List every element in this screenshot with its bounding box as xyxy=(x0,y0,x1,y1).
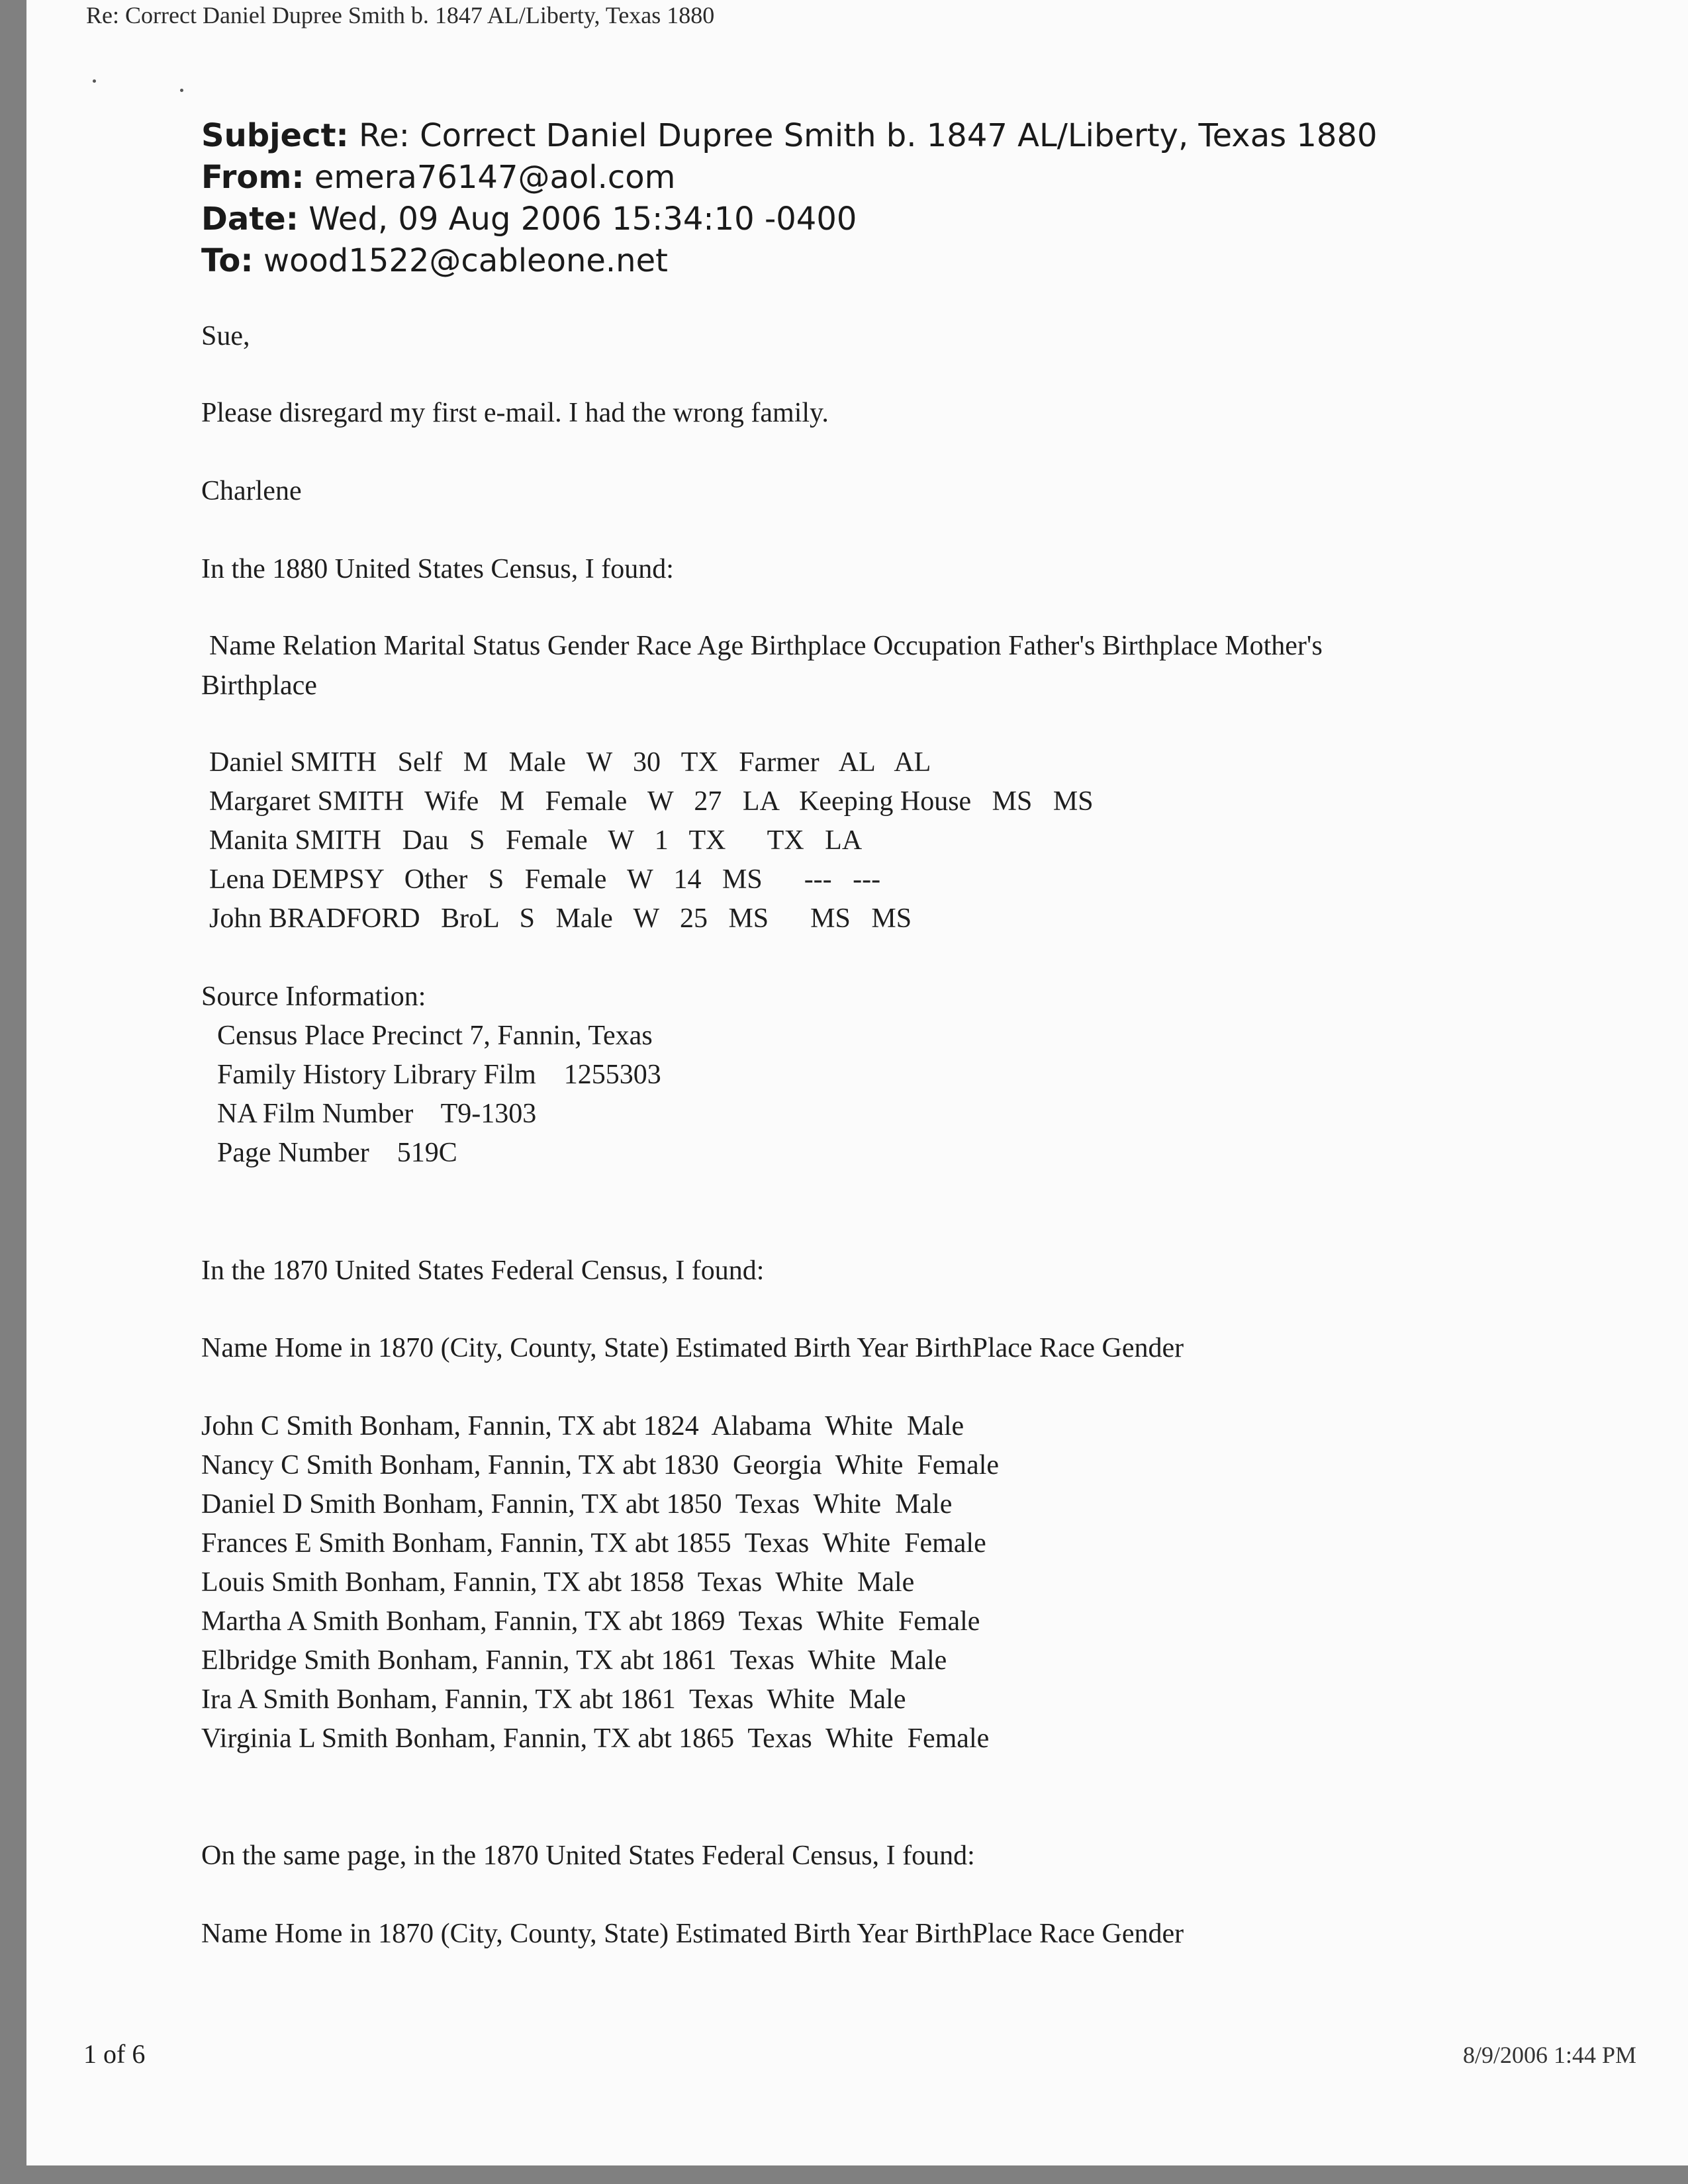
signature: Charlene xyxy=(201,476,302,506)
date-line xyxy=(201,199,1378,240)
census-1870-row: Martha A Smith Bonham, Fannin, TX abt 1869 Texas White Female xyxy=(201,1606,980,1637)
printed-page xyxy=(26,0,1688,2165)
scan-speck xyxy=(180,89,183,92)
running-header: Re: Correct Daniel Dupree Smith b. 1847 AL/Liberty, Texas 1880 xyxy=(86,2,715,28)
email-header xyxy=(201,115,1378,282)
census-1870-row: Daniel D Smith Bonham, Fannin, TX abt 1850 Texas White Male xyxy=(201,1489,953,1520)
census-1880-intro: In the 1880 United States Census, I found: xyxy=(201,554,674,584)
print-timestamp: 8/9/2006 1:44 PM xyxy=(1463,2042,1637,2068)
subject-line xyxy=(201,115,1378,157)
census-1880-row: Manita SMITH Dau S Female W 1 TX TX LA xyxy=(209,825,863,856)
census-1880-row: Lena DEMPSY Other S Female W 14 MS --- --- xyxy=(209,864,881,895)
census-1880-row: Margaret SMITH Wife M Female W 27 LA Keeping House MS MS xyxy=(209,786,1094,817)
page-number: 1 of 6 xyxy=(83,2039,146,2069)
census-1880-row: John BRADFORD BroL S Male W 25 MS MS MS xyxy=(209,903,912,934)
census-1880-row: Daniel SMITH Self M Male W 30 TX Farmer AL AL xyxy=(209,747,931,778)
census-1870-intro: In the 1870 United States Federal Census, I found: xyxy=(201,1255,765,1286)
from-line xyxy=(201,157,1378,199)
scan-speck xyxy=(93,79,96,83)
source-line: Census Place Precinct 7, Fannin, Texas xyxy=(217,1021,653,1051)
message: Please disregard my first e-mail. I had the wrong family. xyxy=(201,398,829,428)
census-1880-header: Name Relation Marital Status Gender Race Age Birthplace Occupation Father's Birthplace Mother's xyxy=(209,631,1323,661)
census-1880-header-cont: Birthplace xyxy=(201,670,317,701)
source-label: Source Information: xyxy=(201,981,426,1012)
to-label: To: xyxy=(201,242,254,279)
census-1870-row: Ira A Smith Bonham, Fannin, TX abt 1861 Texas White Male xyxy=(201,1684,906,1715)
greeting: Sue, xyxy=(201,321,250,351)
subject-value: Re: Correct Daniel Dupree Smith b. 1847 AL/Liberty, Texas 1880 xyxy=(358,117,1378,154)
subject-label: Subject: xyxy=(201,117,349,154)
source-line: Family History Library Film 1255303 xyxy=(217,1060,661,1090)
census-1870-row: Frances E Smith Bonham, Fannin, TX abt 1855 Texas White Female xyxy=(201,1528,986,1559)
same-page-intro: On the same page, in the 1870 United States Federal Census, I found: xyxy=(201,1841,975,1871)
from-value: emera76147@aol.com xyxy=(314,159,676,196)
census-1870-row: Louis Smith Bonham, Fannin, TX abt 1858 Texas White Male xyxy=(201,1567,915,1598)
date-label: Date: xyxy=(201,201,299,238)
date-value: Wed, 09 Aug 2006 15:34:10 -0400 xyxy=(308,201,857,238)
census-1870-row: Elbridge Smith Bonham, Fannin, TX abt 1861 Texas White Male xyxy=(201,1645,947,1676)
to-line xyxy=(201,240,1378,282)
same-page-header: Name Home in 1870 (City, County, State) Estimated Birth Year BirthPlace Race Gender xyxy=(201,1919,1184,1949)
source-line: Page Number 519C xyxy=(217,1138,457,1168)
census-1870-header: Name Home in 1870 (City, County, State) Estimated Birth Year BirthPlace Race Gender xyxy=(201,1333,1184,1363)
census-1870-row: Nancy C Smith Bonham, Fannin, TX abt 1830 Georgia White Female xyxy=(201,1450,1000,1480)
source-line: NA Film Number T9-1303 xyxy=(217,1099,537,1129)
to-value: wood1522@cableone.net xyxy=(263,242,668,279)
census-1870-row: Virginia L Smith Bonham, Fannin, TX abt 1865 Texas White Female xyxy=(201,1723,990,1754)
census-1870-row: John C Smith Bonham, Fannin, TX abt 1824 Alabama White Male xyxy=(201,1411,964,1441)
from-label: From: xyxy=(201,159,305,196)
